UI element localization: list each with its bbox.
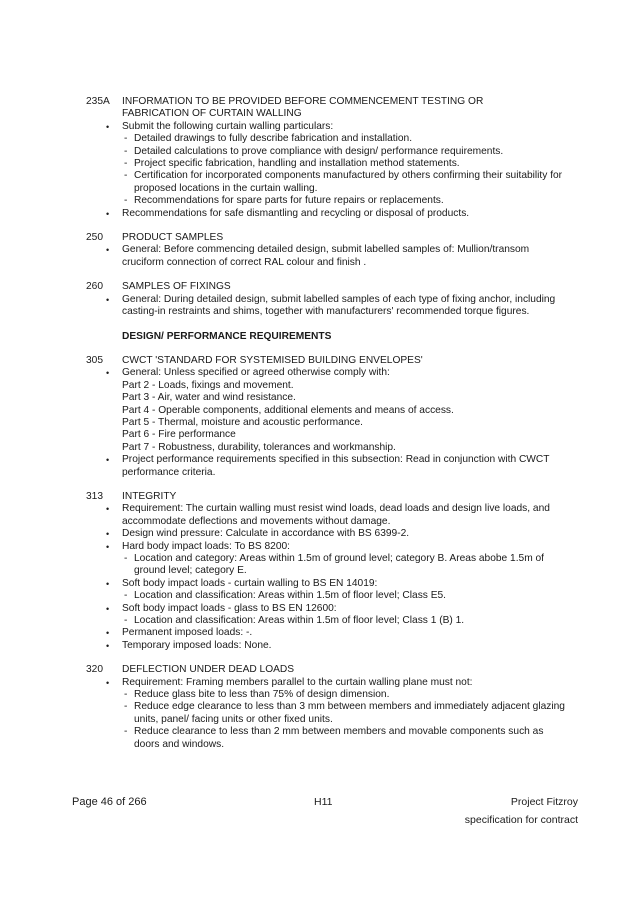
bullet-item: [106, 454, 562, 479]
clause-number: 235A: [86, 96, 110, 107]
item-text: Requirement: The curtain walling must resist wind loads, dead loads and design live loads, and accommodate deflections and movements without damage.: [122, 503, 550, 527]
bullet-item: [106, 577, 562, 590]
bullet-marker: •: [106, 121, 110, 132]
dash-item: [124, 195, 566, 207]
bullet-marker: •: [106, 640, 110, 651]
bullet-item: [106, 540, 562, 553]
item-text: Project specific fabrication, handling and installation method statements.: [134, 158, 460, 170]
item-text: General: Unless specified or agreed otherwise comply with:: [122, 367, 390, 379]
bullet-item: [106, 602, 562, 615]
bullet-marker: •: [106, 368, 110, 379]
bullet-item: [106, 120, 562, 133]
item-text: Recommendations for spare parts for future repairs or replacements.: [134, 195, 444, 207]
section-code: H11: [314, 796, 333, 808]
clause-title: SAMPLES OF FIXINGS: [122, 281, 231, 293]
dash-item: [124, 701, 566, 726]
item-text: Recommendations for safe dismantling and recycling or disposal of products.: [122, 207, 470, 219]
section-heading: DESIGN/ PERFORMANCE REQUIREMENTS: [122, 330, 332, 342]
dash-marker: -: [124, 553, 128, 564]
dash-marker: -: [124, 726, 128, 738]
bullet-marker: •: [106, 541, 110, 552]
item-text: Soft body impact loads - curtain walling to BS EN 14019:: [122, 577, 378, 589]
item-text: Certification for incorporated components manufactured by others confirming their suitability for proposed locations in the curtain walling.: [134, 170, 563, 194]
item-text: Project performance requirements specified in this subsection: Read in conjunction with CWCT performance criteria.: [122, 454, 550, 478]
clause-number: 320: [86, 664, 103, 676]
dash-item: [124, 170, 566, 195]
plain-item: Part 5 - Thermal, moisture and acoustic performance.: [122, 416, 364, 428]
plain-item: Part 6 - Fire performance: [122, 429, 236, 441]
bullet-marker: •: [106, 677, 110, 688]
item-text: Location and classification: Areas within 1.5m of floor level; Class E5.: [134, 590, 447, 602]
bullet-item: [106, 207, 562, 220]
dash-item: [124, 590, 566, 602]
clause: [0, 96, 638, 220]
clause-number: 250: [86, 232, 103, 244]
bullet-marker: •: [106, 455, 110, 466]
dash-item: [124, 158, 566, 170]
item-text: Detailed drawings to fully describe fabrication and installation.: [134, 133, 413, 145]
bullet-item: [106, 503, 562, 528]
plain-item: Part 4 - Operable components, additional elements and means of access.: [122, 404, 454, 416]
dash-item: [124, 133, 566, 145]
clause-number: 260: [86, 281, 103, 293]
bullet-marker: •: [106, 603, 110, 614]
plain-item: Part 3 - Air, water and wind resistance.: [122, 392, 296, 404]
bullet-item: [106, 639, 562, 652]
bullet-marker: •: [106, 294, 110, 305]
dash-marker: -: [124, 689, 128, 701]
page-number: Page 46 of 266: [72, 796, 147, 808]
dash-marker: -: [124, 158, 128, 170]
spacer: [0, 269, 638, 281]
dash-marker: -: [124, 170, 128, 182]
dash-item: [124, 615, 566, 627]
project-name: Project Fitzroy: [510, 796, 578, 808]
clause-title: INFORMATION TO BE PROVIDED BEFORE COMMENCEMENT TESTING OR FABRICATION OF CURTAIN WALLING: [122, 96, 484, 120]
item-text: Reduce clearance to less than 2 mm between members and movable components such as doors and windows.: [134, 726, 544, 750]
item-text: Requirement: Framing members parallel to the curtain walling plane must not:: [122, 676, 473, 688]
clause-title: CWCT 'STANDARD FOR SYSTEMISED BUILDING ENVELOPES': [122, 354, 423, 366]
dash-marker: -: [124, 615, 128, 627]
bullet-item: [106, 367, 562, 379]
dash-item: [124, 689, 566, 701]
bullet-item: [106, 627, 562, 639]
bullet-item: [106, 528, 562, 540]
bullet-item: [106, 676, 562, 689]
item-text: General: Before commencing detailed design, submit labelled samples of: Mullion/transom cruciform connection of correct RAL colour and finish .: [122, 244, 530, 268]
clause-title: PRODUCT SAMPLES: [122, 232, 224, 244]
item-text: Detailed calculations to prove compliance with design/ performance requirements.: [134, 145, 504, 157]
item-text: Submit the following curtain walling particulars:: [122, 120, 334, 132]
clause-title: INTEGRITY: [122, 490, 177, 502]
item-text: General: During detailed design, submit labelled samples of each type of fixing anchor, including casting-in restraints and shims, together with manufacturers' recommended torque figures.: [122, 293, 556, 318]
bullet-marker: •: [106, 628, 110, 639]
spacer: [0, 319, 638, 331]
clause: [0, 232, 638, 269]
item-text: Reduce glass bite to less than 75% of design dimension.: [134, 689, 390, 701]
dash-marker: -: [124, 195, 128, 207]
dash-item: [124, 145, 566, 158]
dash-marker: -: [124, 590, 128, 602]
clause: [0, 281, 638, 318]
clause: [0, 331, 638, 343]
bullet-marker: •: [106, 504, 110, 515]
dash-item: [124, 726, 566, 751]
dash-marker: -: [124, 133, 128, 145]
dash-item: [124, 553, 566, 578]
spacer: [0, 479, 638, 491]
spacer: [0, 652, 638, 664]
plain-item: Part 2 - Loads, fixings and movement.: [122, 379, 294, 391]
dash-marker: -: [124, 145, 128, 157]
spacer: [0, 220, 638, 232]
spec-label: specification for contract: [464, 814, 578, 826]
dash-marker: -: [124, 701, 128, 713]
clause-title: DEFLECTION UNDER DEAD LOADS: [122, 664, 295, 676]
clause: [0, 491, 638, 652]
bullet-marker: •: [106, 245, 110, 256]
item-text: Temporary imposed loads: None.: [122, 639, 272, 651]
item-text: Design wind pressure: Calculate in accordance with BS 6399-2.: [122, 528, 410, 540]
plain-item: Part 7 - Robustness, durability, tolerances and workmanship.: [122, 441, 396, 453]
item-text: Reduce edge clearance to less than 3 mm between members and immediately adjacent glazing units, panel/ facing units or other fixed units.: [134, 701, 565, 725]
bullet-item: [106, 244, 562, 269]
item-text: Permanent imposed loads: -.: [122, 627, 253, 639]
document-body: [0, 96, 638, 751]
item-text: Location and category: Areas within 1.5m of ground level; category B. Areas abobe 1.5m of ground level; category E.: [134, 553, 545, 577]
item-text: Soft body impact loads - glass to BS EN 12600:: [122, 602, 337, 614]
item-text: Location and classification: Areas within 1.5m of floor level; Class 1 (B) 1.: [134, 615, 465, 627]
clause-number: 313: [86, 490, 103, 502]
bullet-item: [106, 293, 562, 319]
clause: [0, 355, 638, 479]
clause: [0, 664, 638, 751]
spacer: [0, 343, 638, 355]
clause-number: 305: [86, 354, 103, 366]
bullet-marker: •: [106, 529, 110, 540]
bullet-marker: •: [106, 578, 110, 589]
item-text: Hard body impact loads: To BS 8200:: [122, 540, 291, 552]
bullet-marker: •: [106, 208, 110, 219]
